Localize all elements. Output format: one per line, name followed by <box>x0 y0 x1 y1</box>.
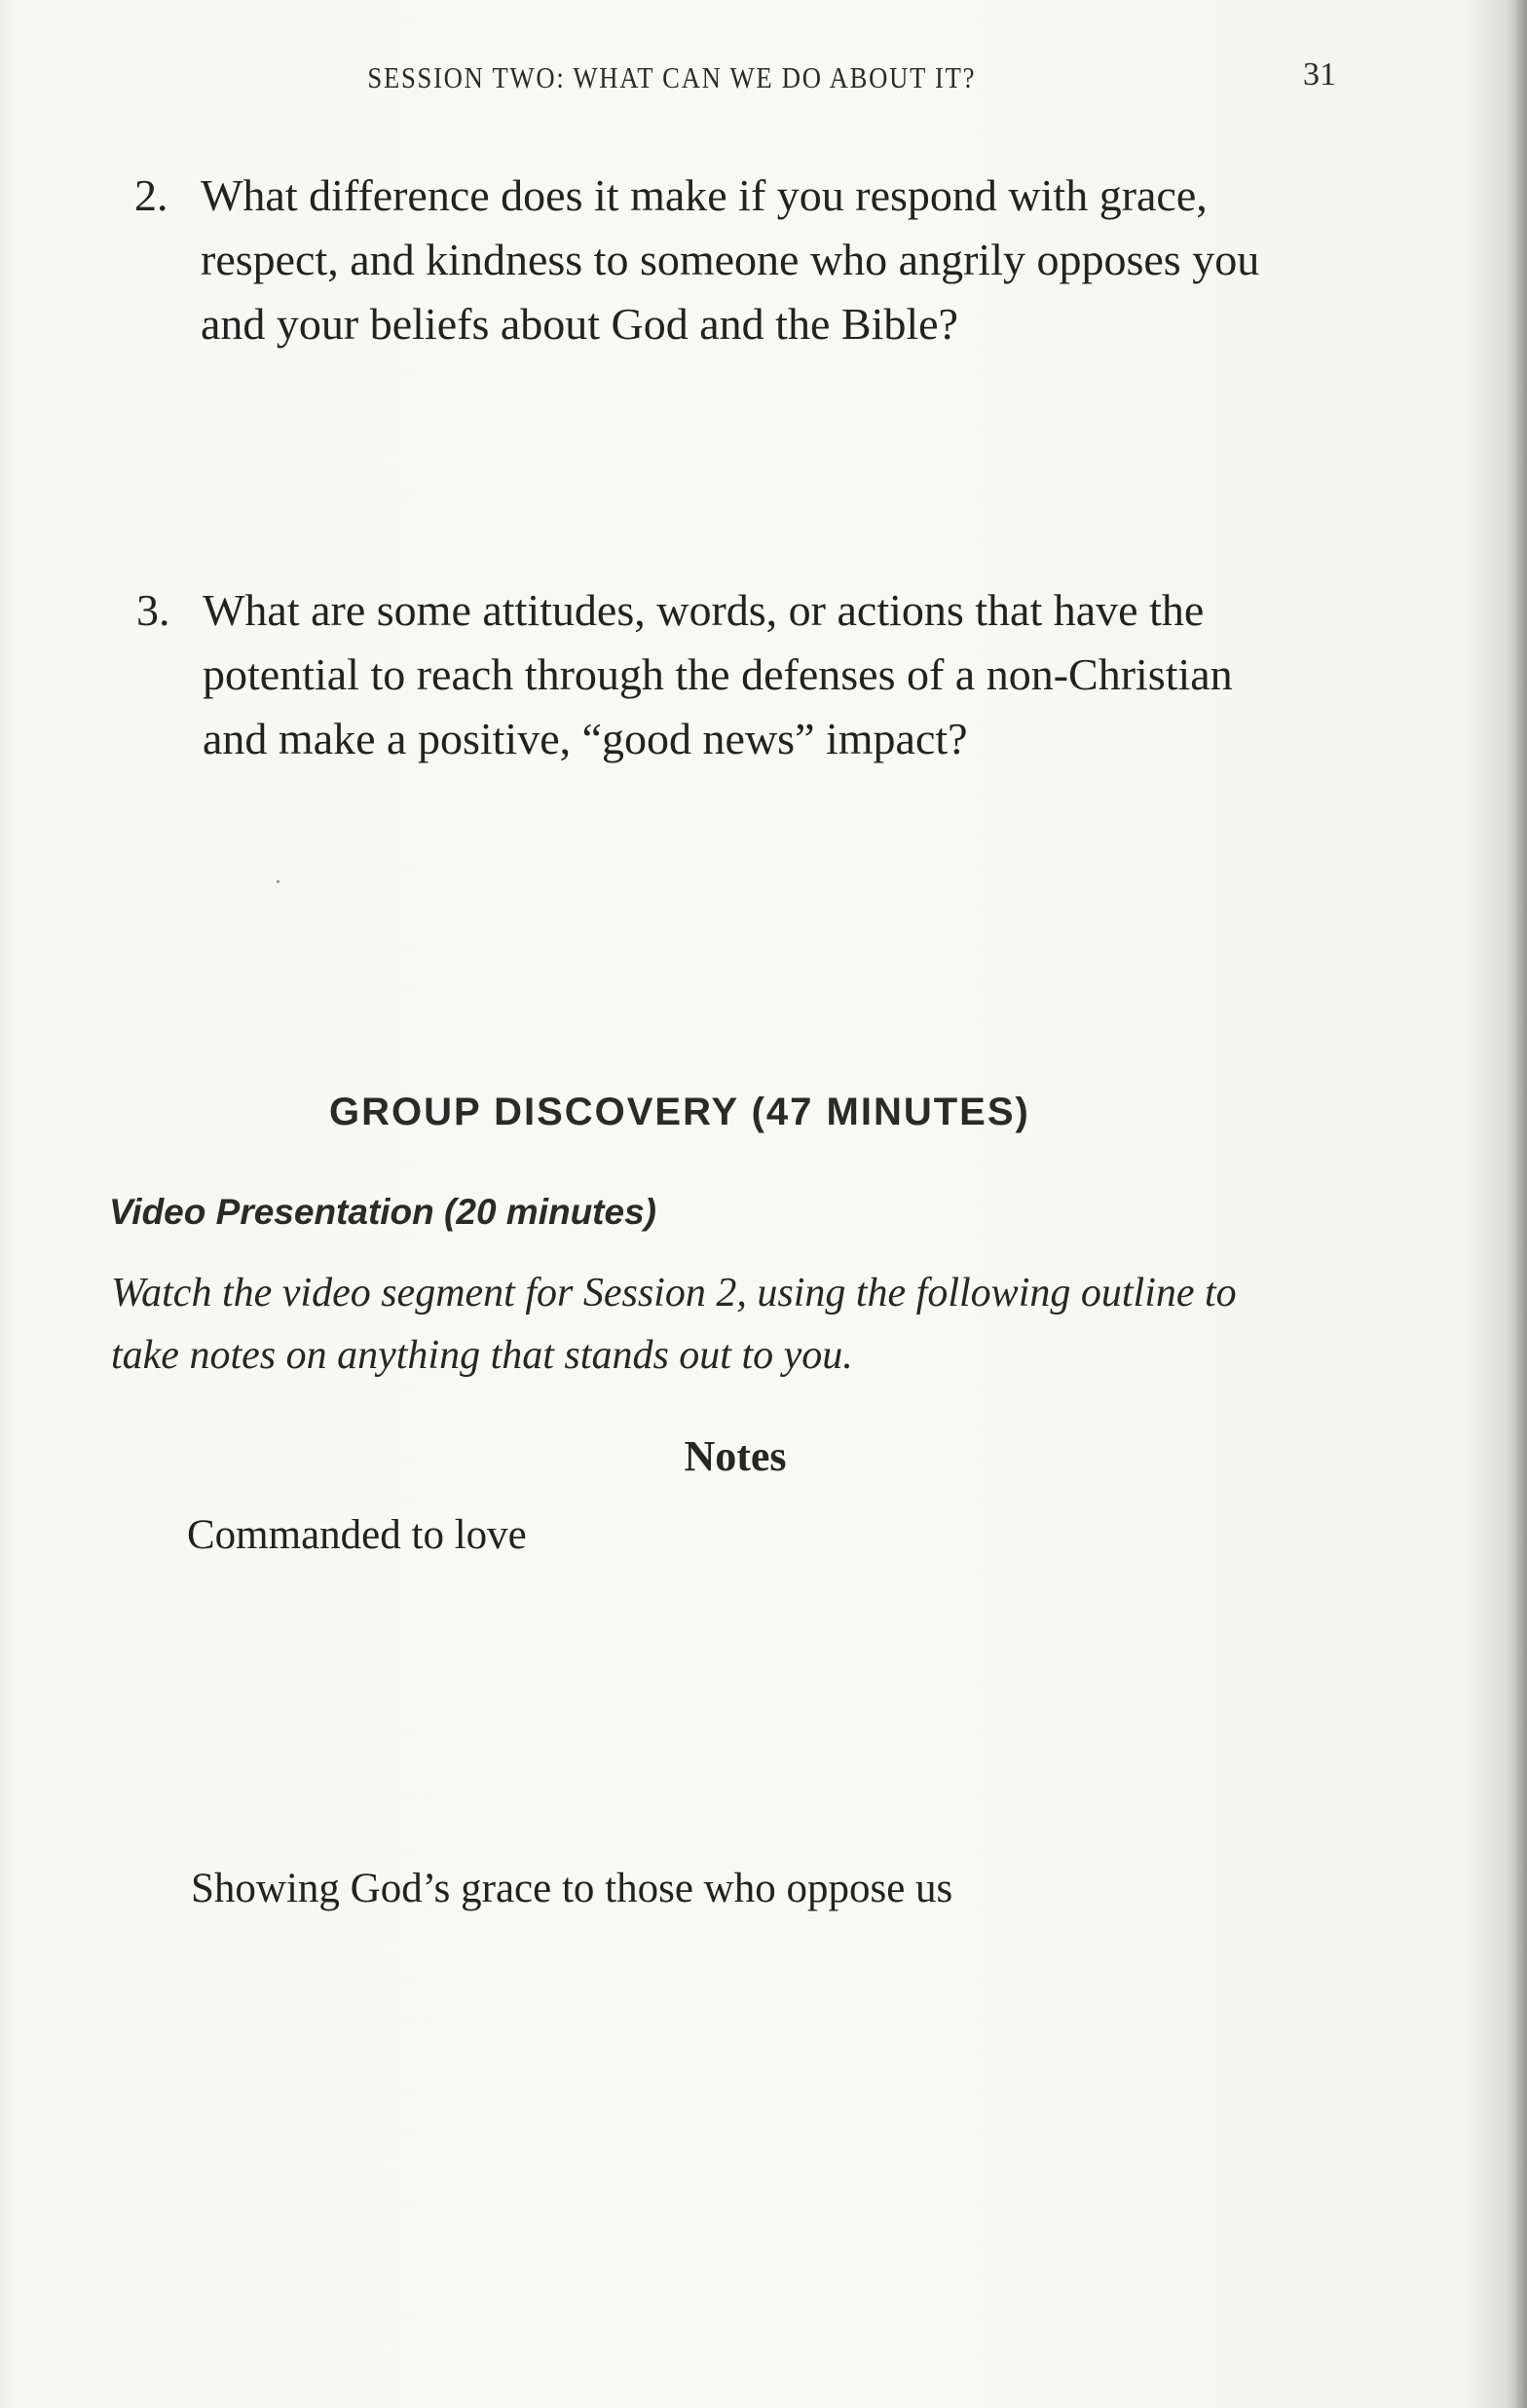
question-text <box>203 578 1430 771</box>
note-item: Showing God’s grace to those who oppose us <box>191 1866 953 1911</box>
instruction-line: Watch the video segment for Session 2, using the following outline to <box>111 1271 1237 1315</box>
video-instructions <box>111 1262 1387 1387</box>
question-line: potential to reach through the defenses of a non-Christian <box>203 649 1233 699</box>
question-text <box>201 164 1428 356</box>
question-line: What are some attitudes, words, or actions that have the <box>203 585 1205 635</box>
instruction-line: take notes on anything that stands out to you. <box>111 1333 853 1378</box>
question-line: respect, and kindness to someone who angrily opposes you <box>201 235 1260 284</box>
note-item: Commanded to love <box>187 1512 527 1558</box>
scan-speck <box>277 880 279 883</box>
notes-heading: Notes <box>684 1432 787 1480</box>
video-presentation-heading: Video Presentation (20 minutes) <box>109 1192 656 1232</box>
question-number: 3. <box>136 585 170 635</box>
question-number: 2. <box>134 170 168 220</box>
question-line: and make a positive, “good news” impact? <box>203 714 968 763</box>
page-edge-shadow <box>1506 0 1527 2408</box>
running-head: SESSION TWO: WHAT CAN WE DO ABOUT IT? <box>367 60 977 94</box>
question-line: What difference does it make if you respond with grace, <box>201 170 1208 220</box>
section-heading: GROUP DISCOVERY (47 MINUTES) <box>329 1091 1030 1133</box>
page-number: 31 <box>1303 56 1336 93</box>
question-line: and your beliefs about God and the Bible? <box>201 299 958 349</box>
